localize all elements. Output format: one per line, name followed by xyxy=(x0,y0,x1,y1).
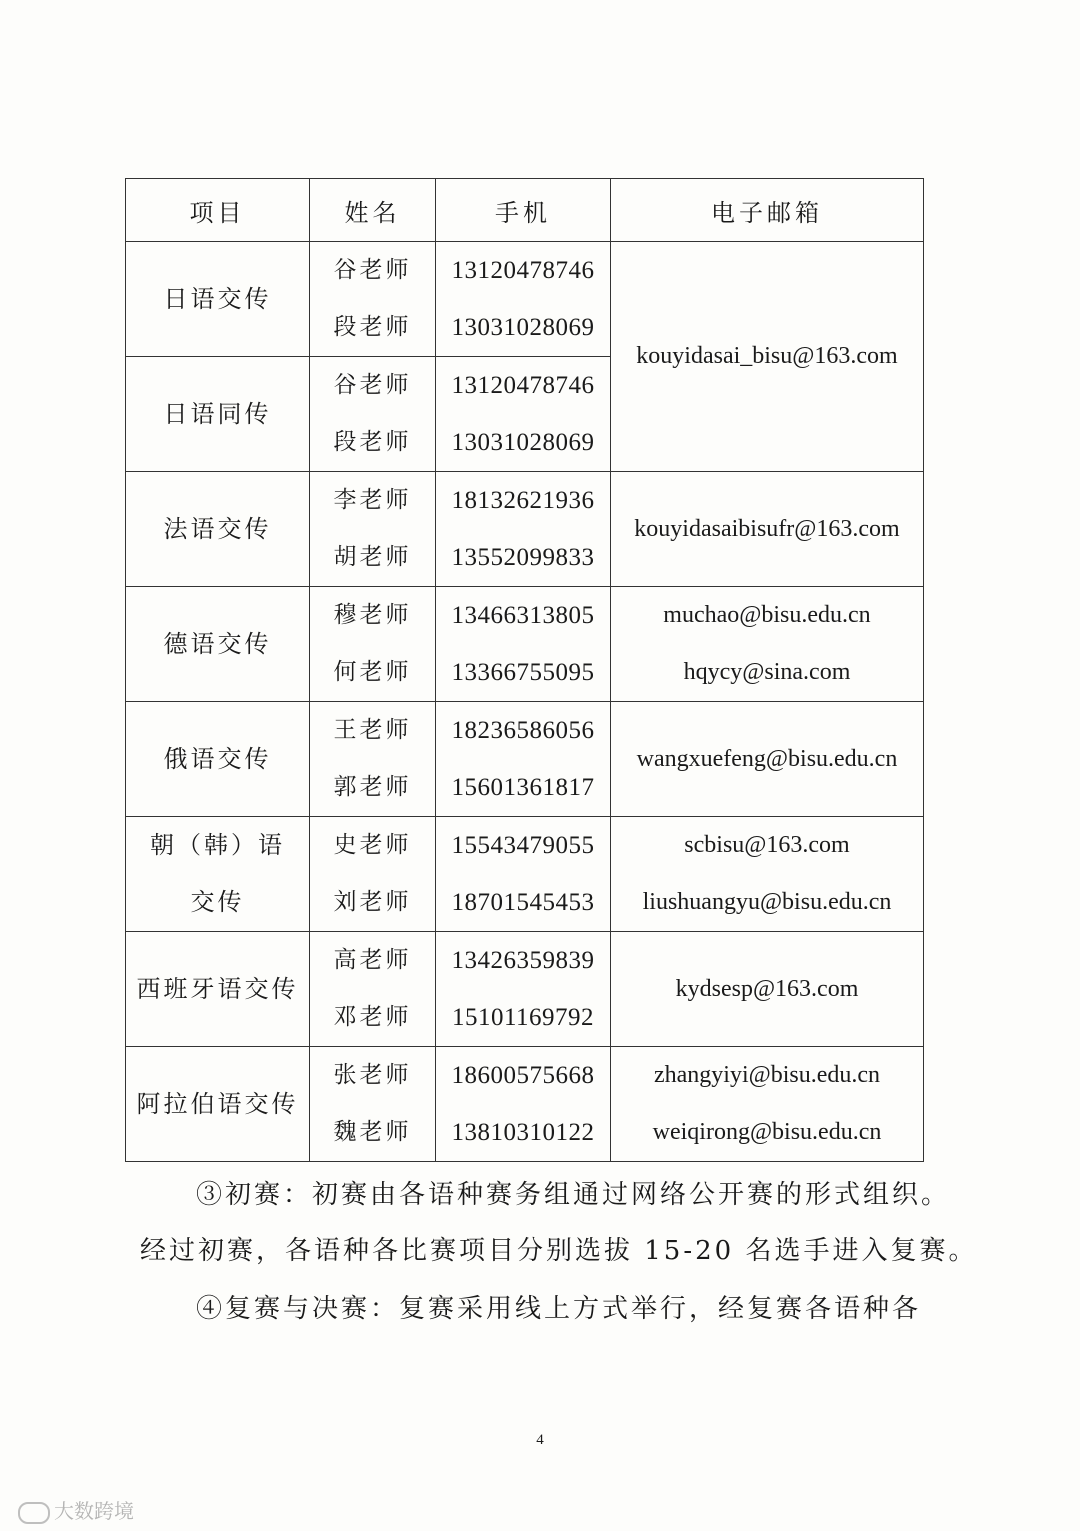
watermark-text: 大数跨境 xyxy=(54,1499,134,1523)
phone-number: 18600575668 xyxy=(451,1062,595,1089)
teacher-name: 段老师 xyxy=(333,314,412,340)
email-address: zhangyiyi@bisu.edu.cn xyxy=(653,1062,881,1088)
phone-cell xyxy=(436,242,611,357)
email-cell xyxy=(611,242,924,472)
name-cell xyxy=(310,817,436,932)
teacher-name: 何老师 xyxy=(333,659,412,685)
teacher-name: 高老师 xyxy=(333,947,412,973)
email-address: wangxuefeng@bisu.edu.cn xyxy=(636,745,898,772)
teacher-name: 邓老师 xyxy=(333,1004,412,1030)
email-address: liushuangyu@bisu.edu.cn xyxy=(642,889,892,915)
project-cell xyxy=(126,817,310,932)
name-cell xyxy=(310,1047,436,1162)
phone-cell xyxy=(436,1047,611,1162)
project-cell: 日语交传 xyxy=(126,242,310,357)
teacher-name: 郭老师 xyxy=(333,774,412,800)
header-name: 姓名 xyxy=(310,179,436,242)
phone-cell xyxy=(436,702,611,817)
project-cell: 日语同传 xyxy=(126,357,310,472)
phone-number: 18701545453 xyxy=(451,889,595,916)
teacher-name: 张老师 xyxy=(333,1062,412,1088)
watermark xyxy=(18,1495,134,1524)
phone-number: 13120478746 xyxy=(451,257,595,284)
phone-number: 13031028069 xyxy=(451,429,595,456)
header-project: 项目 xyxy=(126,179,310,242)
email-address: muchao@bisu.edu.cn xyxy=(663,602,871,628)
watermark-logo-icon xyxy=(18,1502,50,1524)
teacher-name: 李老师 xyxy=(333,487,412,513)
name-cell xyxy=(310,587,436,702)
name-cell xyxy=(310,357,436,472)
email-cell xyxy=(611,587,924,702)
phone-number: 13466313805 xyxy=(451,602,595,629)
phone-number: 13552099833 xyxy=(451,544,595,571)
phone-cell xyxy=(436,357,611,472)
project-line: 交传 xyxy=(190,888,245,916)
phone-cell xyxy=(436,817,611,932)
table-header-row xyxy=(126,179,924,242)
teacher-name: 刘老师 xyxy=(333,889,412,915)
phone-cell xyxy=(436,587,611,702)
phone-cell xyxy=(436,932,611,1047)
teacher-name: 王老师 xyxy=(333,717,412,743)
email-cell xyxy=(611,702,924,817)
email-cell xyxy=(611,472,924,587)
name-cell xyxy=(310,932,436,1047)
project-cell: 俄语交传 xyxy=(126,702,310,817)
project-line: 朝（韩）语 xyxy=(150,831,285,859)
phone-number: 15101169792 xyxy=(451,1004,595,1031)
paragraph-semifinal-line1: ④复赛与决赛：复赛采用线上方式举行，经复赛各语种各 xyxy=(196,1294,922,1324)
teacher-name: 胡老师 xyxy=(333,544,412,570)
phone-number: 18236586056 xyxy=(451,717,595,744)
teacher-name: 魏老师 xyxy=(333,1119,412,1145)
teacher-name: 史老师 xyxy=(333,832,412,858)
name-cell xyxy=(310,242,436,357)
email-address: scbisu@163.com xyxy=(684,832,850,858)
teacher-name: 段老师 xyxy=(333,429,412,455)
table-row xyxy=(126,472,924,587)
teacher-name: 穆老师 xyxy=(333,602,412,628)
project-cell: 阿拉伯语交传 xyxy=(126,1047,310,1162)
contact-table xyxy=(125,178,924,1162)
table-row xyxy=(126,932,924,1047)
header-email: 电子邮箱 xyxy=(611,179,924,242)
table-row xyxy=(126,817,924,932)
name-cell xyxy=(310,702,436,817)
phone-number: 18132621936 xyxy=(451,487,595,514)
paragraph-preliminary-line2: 经过初赛，各语种各比赛项目分别选拔 15-20 名选手进入复赛。 xyxy=(140,1236,978,1266)
email-address: weiqirong@bisu.edu.cn xyxy=(652,1119,882,1145)
teacher-name: 谷老师 xyxy=(333,372,412,398)
project-cell: 德语交传 xyxy=(126,587,310,702)
email-address: kouyidasaibisufr@163.com xyxy=(634,515,900,542)
email-address: kouyidasai_bisu@163.com xyxy=(636,343,898,369)
project-cell: 法语交传 xyxy=(126,472,310,587)
email-cell xyxy=(611,932,924,1047)
project-cell: 西班牙语交传 xyxy=(126,932,310,1047)
table-row xyxy=(126,1047,924,1162)
email-address: hqycy@sina.com xyxy=(683,659,851,685)
paragraph-preliminary-line1: ③初赛：初赛由各语种赛务组通过网络公开赛的形式组织。 xyxy=(196,1180,951,1210)
page-number: 4 xyxy=(536,1432,544,1448)
phone-number: 13810310122 xyxy=(451,1119,595,1146)
table-row xyxy=(126,587,924,702)
header-phone: 手机 xyxy=(436,179,611,242)
name-cell xyxy=(310,472,436,587)
email-address: kydsesp@163.com xyxy=(675,975,859,1002)
phone-number: 15601361817 xyxy=(451,774,595,801)
email-cell xyxy=(611,1047,924,1162)
phone-cell xyxy=(436,472,611,587)
phone-number: 13366755095 xyxy=(451,659,595,686)
phone-number: 13426359839 xyxy=(451,947,595,974)
phone-number: 15543479055 xyxy=(451,832,595,859)
email-cell xyxy=(611,817,924,932)
phone-number: 13031028069 xyxy=(451,314,595,341)
teacher-name: 谷老师 xyxy=(333,257,412,283)
table-row xyxy=(126,242,924,357)
table-row xyxy=(126,702,924,817)
phone-number: 13120478746 xyxy=(451,372,595,399)
